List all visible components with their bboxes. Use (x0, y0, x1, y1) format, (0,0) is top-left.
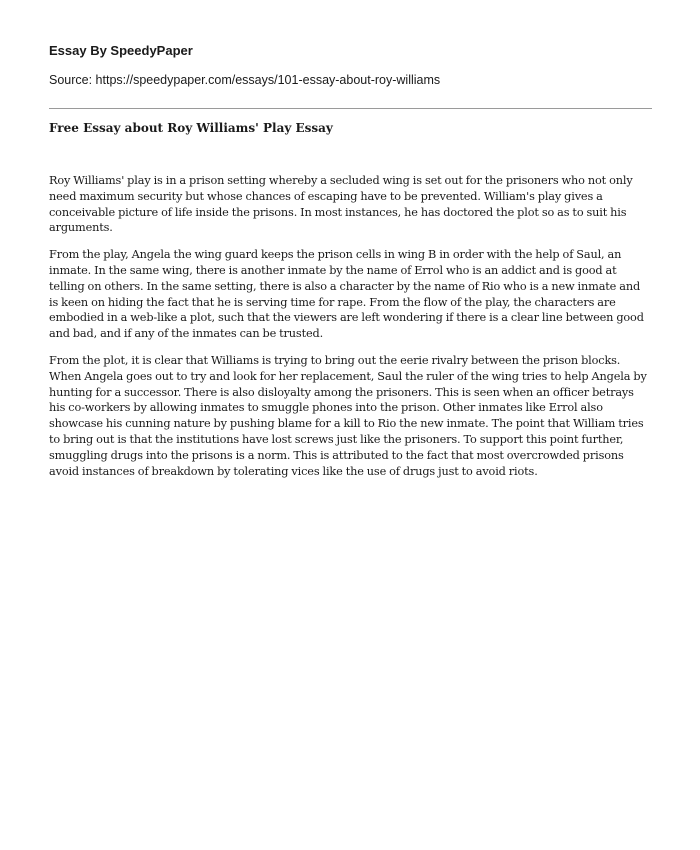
source-line: Source: https://speedypaper.com/essays/101-essay-about-roy-williams (49, 73, 441, 87)
document-header (49, 43, 659, 88)
header-divider (49, 108, 652, 109)
paragraph: Roy Williams' play is in a prison setting whereby a secluded wing is set out for the prisoners who not only need maximum security but whose chances of escaping have to be prevented. William's play gives a conceivable picture of life inside the prisons. In most instances, he has doctored the plot so as to suit his arguments. (49, 174, 633, 235)
header-title: Essay By SpeedyPaper (49, 43, 193, 58)
paragraph: From the play, Angela the wing guard keeps the prison cells in wing B in order with the help of Saul, an inmate. In the same wing, there is another inmate by the name of Errol who is an addict and is good at telling on others. In the same setting, there is also a character by the name of Rio who is a new inmate and is keen on hiding the fact that he is serving time for rape. From the flow of the play, the characters are embodied in a web-like a plot, such that the viewers are left wondering if there is a clear line between good and bad, and if any of the inmates can be trusted. (49, 248, 644, 341)
essay-body (49, 173, 652, 490)
paragraph: From the plot, it is clear that Williams is trying to bring out the eerie rivalry between the prison blocks. When Angela goes out to try and look for her replacement, Saul the ruler of the wing tries to help Angela by hunting for a successor. There is also disloyalty among the prisoners. This is seen when an officer betrays his co-workers by allowing inmates to smuggle phones into the prison. Other inmates like Errol also showcase his cunning nature by pushing blame for a kill to Rio the new inmate. The point that William tries to bring out is that the institutions have lost screws just like the prisoners. To support this point further, smuggling drugs into the prisons is a norm. This is attributed to the fact that most overcrowded prisons avoid instances of breakdown by tolerating vices like the use of drugs just to avoid riots. (49, 353, 647, 478)
essay-title: Free Essay about Roy Williams' Play Essay (49, 121, 333, 135)
